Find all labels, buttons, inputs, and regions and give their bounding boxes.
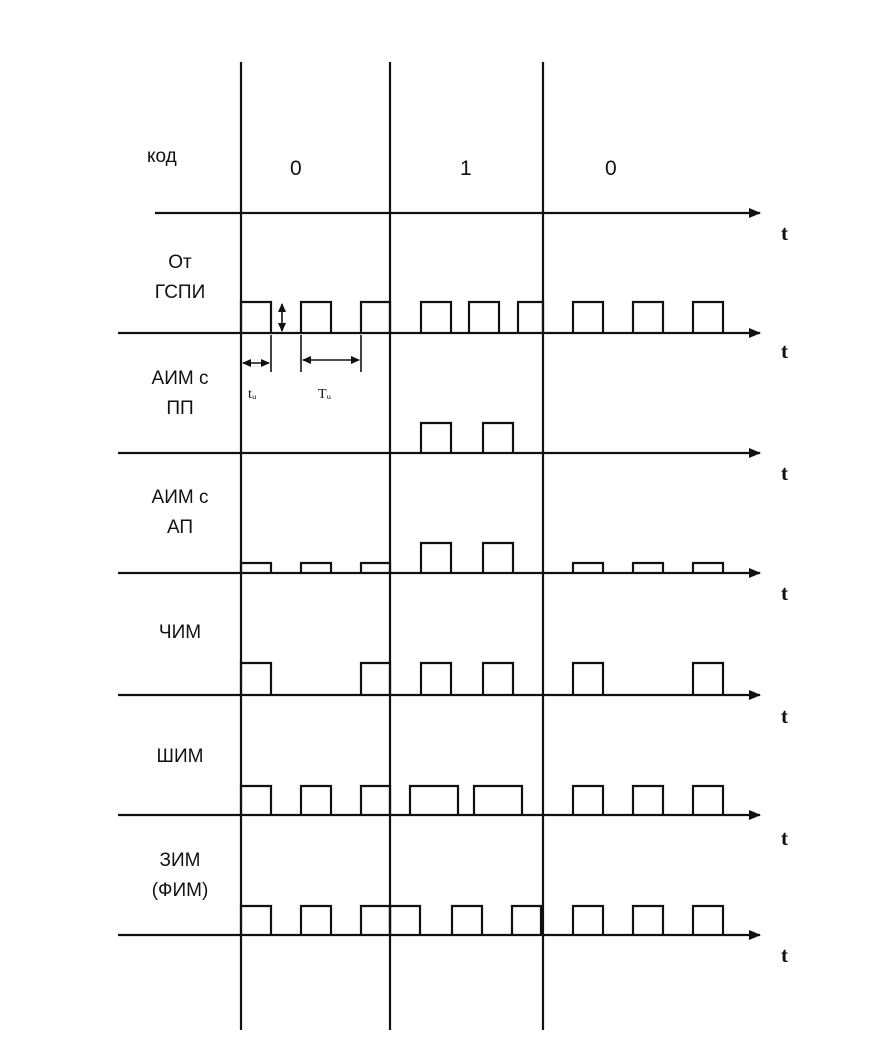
row-labels	[152, 252, 209, 901]
shim-pulse	[573, 786, 603, 815]
zim-pulse	[390, 906, 420, 935]
chim-pulse	[241, 663, 271, 695]
chim-pulse	[483, 663, 513, 695]
shim-pulse	[633, 786, 663, 815]
gspi-pulse	[573, 302, 603, 333]
aim-ap-pulse	[361, 563, 390, 573]
aim-ap-pulse	[483, 543, 513, 573]
gspi-pulse	[421, 302, 451, 333]
row-label-zim-line2: (ФИМ)	[151, 880, 209, 901]
gspi-pulse	[469, 302, 499, 333]
gspi-pulse	[361, 302, 390, 333]
chim-pulse	[573, 663, 603, 695]
row-label-gspi-line2: ГСПИ	[154, 282, 206, 303]
row-label-shim-line1: ШИМ	[156, 746, 204, 767]
code-bit-1: 0	[290, 157, 302, 180]
code-row-label: код	[147, 146, 177, 167]
code-axis-t-label: t	[781, 221, 788, 245]
zim-pulse	[301, 906, 331, 935]
chim-pulse	[361, 663, 390, 695]
aim-pp-pulses	[421, 423, 513, 453]
zim-pulse	[693, 906, 723, 935]
shim-pulses	[241, 786, 723, 815]
shim-pulse	[361, 786, 390, 815]
axis-t-label-zim: t	[781, 943, 788, 967]
aim-ap-pulse	[693, 563, 723, 573]
axis-t-labels	[781, 339, 788, 967]
axis-t-label-chim: t	[781, 704, 788, 728]
aim-pp-pulse	[421, 423, 451, 453]
aim-ap-pulse	[421, 543, 451, 573]
zim-pulse	[633, 906, 663, 935]
aim-ap-pulse	[241, 563, 271, 573]
shim-pulse	[474, 786, 522, 815]
shim-pulse	[410, 786, 458, 815]
code-bit-3: 0	[605, 157, 617, 180]
row-label-chim-line1: ЧИМ	[158, 622, 202, 643]
pulse-width-label: tᵤ	[248, 387, 257, 402]
aim-ap-pulses	[241, 543, 723, 573]
zim-pulse	[512, 906, 541, 935]
chim-pulses	[241, 663, 723, 695]
chim-pulse	[421, 663, 451, 695]
zim-pulse	[241, 906, 271, 935]
zim-pulse	[452, 906, 482, 935]
axis-t-label-aim-pp: t	[781, 461, 788, 485]
gspi-pulse	[633, 302, 663, 333]
axis-t-label-gspi: t	[781, 339, 788, 363]
aim-ap-pulse	[633, 563, 663, 573]
gspi-pulse	[301, 302, 331, 333]
shim-pulse	[241, 786, 271, 815]
zim-pulse	[361, 906, 390, 935]
gspi-pulses	[241, 302, 723, 333]
aim-pp-pulse	[483, 423, 513, 453]
code-bit-2: 1	[460, 157, 472, 180]
shim-pulse	[301, 786, 331, 815]
shim-pulse	[693, 786, 723, 815]
chim-pulse	[693, 663, 723, 695]
row-label-gspi-line1: От	[168, 252, 192, 273]
gspi-pulse	[518, 302, 543, 333]
gspi-pulse	[241, 302, 271, 333]
zim-pulse	[573, 906, 603, 935]
row-label-aim-pp-line1: АИМ с	[151, 368, 209, 389]
row-label-aim-ap-line1: АИМ с	[151, 487, 209, 508]
row-label-aim-pp-line2: ПП	[166, 398, 194, 419]
zim-pulses	[241, 906, 723, 935]
row-label-aim-ap-line2: АП	[166, 517, 194, 538]
axis-t-label-shim: t	[781, 826, 788, 850]
aim-ap-pulse	[573, 563, 603, 573]
axis-t-label-aim-ap: t	[781, 581, 788, 605]
gspi-pulse	[693, 302, 723, 333]
period-label: Tᵤ	[318, 387, 332, 402]
row-label-zim-line1: ЗИМ	[159, 850, 201, 871]
aim-ap-pulse	[301, 563, 331, 573]
